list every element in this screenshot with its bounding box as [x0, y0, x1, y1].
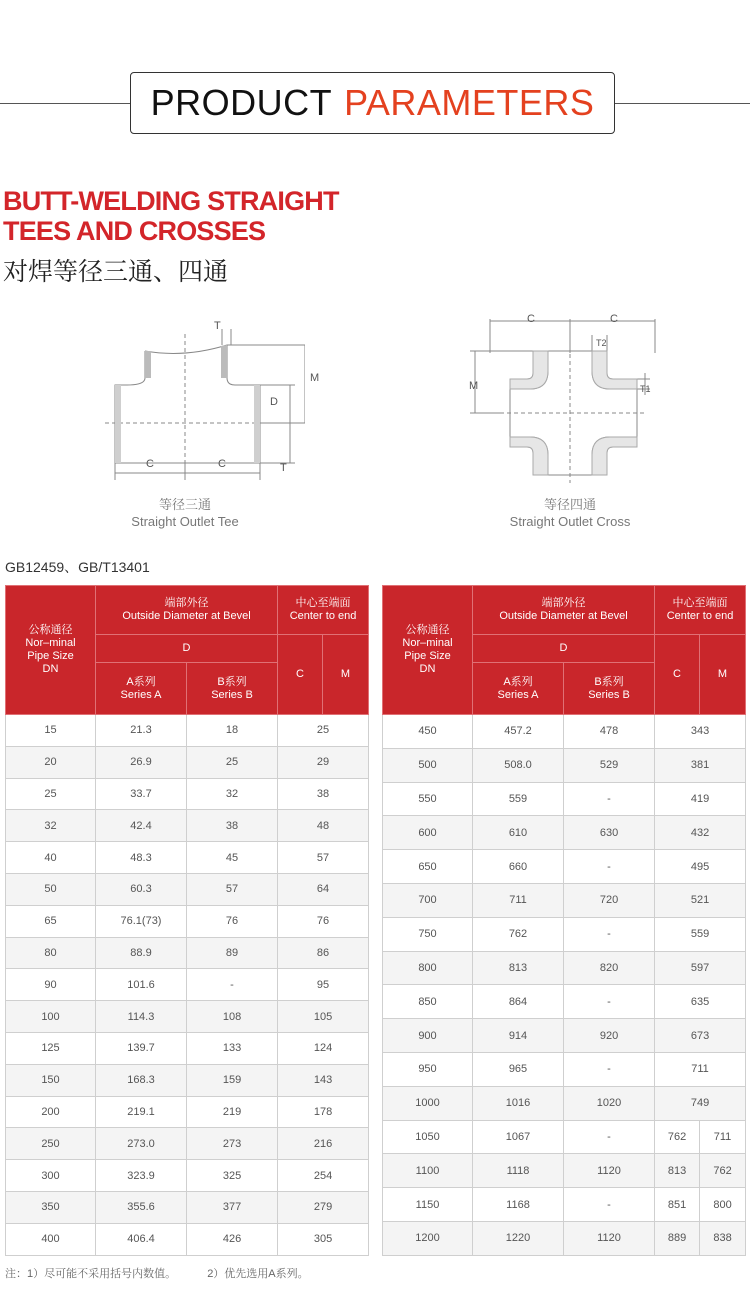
table-cell: 450 [383, 715, 473, 749]
table-cell: 60.3 [96, 873, 187, 905]
table-cell: 838 [700, 1221, 746, 1255]
header-dn-en2: Pipe Size [404, 650, 451, 662]
header-c: C [278, 635, 323, 715]
table-cell: 377 [187, 1191, 278, 1223]
header-od-cn: 端部外径 [541, 597, 586, 609]
table-cell: 108 [187, 1001, 278, 1033]
header-m: M [700, 635, 746, 715]
table-cell: 305 [278, 1223, 369, 1255]
table-cell: 343 [655, 715, 746, 749]
table-cell: 323.9 [96, 1160, 187, 1192]
table-cell: 273 [187, 1128, 278, 1160]
table-cell: - [564, 1188, 655, 1222]
product-heading-line2: TEES AND CROSSES [3, 216, 266, 246]
header-d: D [473, 635, 655, 663]
table-row [383, 850, 746, 884]
header-a-en: Series A [497, 688, 539, 701]
table-row [6, 1223, 369, 1255]
table-cell: - [564, 917, 655, 951]
tee-label-t-top: T [214, 320, 221, 332]
table-row [6, 746, 369, 778]
table-cell: 32 [187, 778, 278, 810]
table-cell: 1120 [564, 1154, 655, 1188]
table-cell: 813 [655, 1154, 700, 1188]
table-cell: 610 [473, 816, 564, 850]
header-b-cn: B系列 [217, 675, 247, 688]
table-cell: 820 [564, 951, 655, 985]
table-cell: 168.3 [96, 1064, 187, 1096]
header-dn-en1: Nor–minal [25, 637, 76, 649]
header-dn [6, 586, 96, 715]
banner-rule-right [613, 103, 750, 104]
table-cell: 635 [655, 985, 746, 1019]
table-cell: 1200 [383, 1221, 473, 1255]
header-dn-en3: DN [42, 663, 59, 675]
cross-caption-cn: 等径四通 [543, 497, 596, 512]
table-row [383, 883, 746, 917]
table-cell: - [564, 1052, 655, 1086]
header-series-a [473, 663, 564, 715]
tee-label-t-side: T [280, 462, 287, 474]
table-cell: 920 [564, 1019, 655, 1053]
table-row [383, 1154, 746, 1188]
table-cell: 279 [278, 1191, 369, 1223]
table-row [383, 816, 746, 850]
table-cell: 139.7 [96, 1032, 187, 1064]
table-cell: 762 [700, 1154, 746, 1188]
table-cell: 80 [6, 937, 96, 969]
header-ce-cn: 中心至端面 [672, 597, 728, 609]
table-cell: 965 [473, 1052, 564, 1086]
table-cell: 381 [655, 748, 746, 782]
table-cell: 1220 [473, 1221, 564, 1255]
table-row [6, 715, 369, 747]
cross-label-c-left: C [527, 313, 535, 325]
table-cell: 1150 [383, 1188, 473, 1222]
table-cell: 57 [278, 842, 369, 874]
header-b-en: Series B [211, 688, 253, 701]
footnote [5, 1265, 337, 1281]
table-cell: 559 [473, 782, 564, 816]
table-cell: 86 [278, 937, 369, 969]
table-cell: 124 [278, 1032, 369, 1064]
table-cell: 660 [473, 850, 564, 884]
table-cell: 65 [6, 905, 96, 937]
table-cell: 76.1(73) [96, 905, 187, 937]
table-cell: 1016 [473, 1086, 564, 1120]
table-row [383, 951, 746, 985]
table-cell: 478 [564, 715, 655, 749]
table-cell: 559 [655, 917, 746, 951]
header-ce-en: Center to end [666, 610, 734, 622]
cross-caption [490, 496, 650, 530]
footnote-1: 注：1）尽可能不采用括号内数值。 [5, 1268, 177, 1280]
table-cell: 1168 [473, 1188, 564, 1222]
table-cell: 273.0 [96, 1128, 187, 1160]
header-ce-cn: 中心至端面 [295, 597, 351, 609]
table-row [6, 842, 369, 874]
cross-label-t2: T2 [596, 338, 607, 348]
cross-label-t1: T1 [640, 384, 651, 394]
table-cell: 76 [278, 905, 369, 937]
table-row [383, 917, 746, 951]
table-cell: 1100 [383, 1154, 473, 1188]
table-row [6, 1128, 369, 1160]
tee-caption-cn: 等径三通 [158, 497, 211, 512]
table-row [383, 1052, 746, 1086]
table-cell: 26.9 [96, 746, 187, 778]
product-heading [3, 186, 339, 246]
header-od-en: Outside Diameter at Bevel [499, 610, 628, 622]
table-cell: 18 [187, 715, 278, 747]
table-cell: 95 [278, 969, 369, 1001]
tee-label-c-right: C [218, 458, 226, 470]
header-dn [383, 586, 473, 715]
table-cell: 48.3 [96, 842, 187, 874]
header-m: M [323, 635, 369, 715]
table-cell: 250 [6, 1128, 96, 1160]
table-row [383, 748, 746, 782]
table-row [383, 782, 746, 816]
table-cell: 700 [383, 883, 473, 917]
tee-label-c-left: C [146, 458, 154, 470]
table-cell: 25 [187, 746, 278, 778]
table-cell: 350 [6, 1191, 96, 1223]
header-series-a [96, 663, 187, 715]
table-row [383, 1221, 746, 1255]
tee-diagram [105, 318, 305, 498]
table-row [6, 778, 369, 810]
table-row [6, 873, 369, 905]
table-cell: 597 [655, 951, 746, 985]
cross-caption-en: Straight Outlet Cross [509, 514, 631, 529]
table-cell: 495 [655, 850, 746, 884]
table-cell: 1050 [383, 1120, 473, 1154]
table-cell: 254 [278, 1160, 369, 1192]
header-outside-diameter [96, 586, 278, 635]
header-a-cn: A系列 [126, 675, 156, 688]
footnote-2: 2）优先选用A系列。 [207, 1268, 309, 1280]
table-row [383, 1086, 746, 1120]
header-a-cn: A系列 [503, 675, 533, 688]
table-cell: 889 [655, 1221, 700, 1255]
table-cell: 88.9 [96, 937, 187, 969]
table-cell: 500 [383, 748, 473, 782]
table-cell: 50 [6, 873, 96, 905]
table-cell: 150 [6, 1064, 96, 1096]
table-cell: - [187, 969, 278, 1001]
table-cell: 432 [655, 816, 746, 850]
table-cell: 900 [383, 1019, 473, 1053]
table-cell: 20 [6, 746, 96, 778]
header-b-en: Series B [588, 688, 630, 701]
table-cell: 1118 [473, 1154, 564, 1188]
table-cell: 950 [383, 1052, 473, 1086]
table-cell: 521 [655, 883, 746, 917]
table-cell: 33.7 [96, 778, 187, 810]
table-cell: - [564, 782, 655, 816]
table-cell: 100 [6, 1001, 96, 1033]
header-od-cn: 端部外径 [164, 597, 209, 609]
header-series-b [564, 663, 655, 715]
table-cell: 419 [655, 782, 746, 816]
table-cell: 29 [278, 746, 369, 778]
table-row [6, 905, 369, 937]
table-row [6, 1096, 369, 1128]
table-cell: 426 [187, 1223, 278, 1255]
table-row [383, 985, 746, 1019]
header-dn-en3: DN [419, 663, 436, 675]
table-cell: 64 [278, 873, 369, 905]
table-cell: 114.3 [96, 1001, 187, 1033]
table-cell: 508.0 [473, 748, 564, 782]
tee-caption-en: Straight Outlet Tee [131, 514, 239, 529]
header-c: C [655, 635, 700, 715]
table-cell: 38 [187, 810, 278, 842]
header-ce-en: Center to end [289, 610, 357, 622]
table-cell: 406.4 [96, 1223, 187, 1255]
table-cell: 750 [383, 917, 473, 951]
table-cell: 650 [383, 850, 473, 884]
product-heading-line1: BUTT-WELDING STRAIGHT [3, 186, 339, 216]
table-cell: 300 [6, 1160, 96, 1192]
table-cell: 914 [473, 1019, 564, 1053]
table-cell: 125 [6, 1032, 96, 1064]
table-cell: 90 [6, 969, 96, 1001]
parameters-table-right [382, 585, 746, 1256]
table-cell: 673 [655, 1019, 746, 1053]
table-cell: 630 [564, 816, 655, 850]
table-cell: 813 [473, 951, 564, 985]
tee-caption [105, 496, 265, 530]
banner-title-dark: PRODUCT [150, 82, 333, 123]
table-cell: - [564, 985, 655, 1019]
table-cell: 762 [473, 917, 564, 951]
banner-title-accent: PARAMETERS [344, 82, 595, 123]
table-row [6, 1064, 369, 1096]
header-dn-cn: 公称通径 [28, 624, 73, 636]
table-cell: 762 [655, 1120, 700, 1154]
table-cell: 529 [564, 748, 655, 782]
table-cell: 711 [473, 883, 564, 917]
table-cell: 749 [655, 1086, 746, 1120]
table-cell: 45 [187, 842, 278, 874]
table-cell: 48 [278, 810, 369, 842]
table-cell: 40 [6, 842, 96, 874]
header-center-to-end [655, 586, 746, 635]
table-cell: 200 [6, 1096, 96, 1128]
table-row [6, 810, 369, 842]
table-cell: 105 [278, 1001, 369, 1033]
standard-reference: GB12459、GB/T13401 [5, 559, 150, 575]
table-cell: 864 [473, 985, 564, 1019]
table-cell: 21.3 [96, 715, 187, 747]
table-row [383, 1188, 746, 1222]
table-cell: 800 [700, 1188, 746, 1222]
table-cell: 25 [278, 715, 369, 747]
header-od-en: Outside Diameter at Bevel [122, 610, 251, 622]
table-row [6, 937, 369, 969]
cross-diagram [465, 313, 665, 493]
header-b-cn: B系列 [594, 675, 624, 688]
table-cell: 600 [383, 816, 473, 850]
table-cell: 711 [700, 1120, 746, 1154]
table-cell: 219.1 [96, 1096, 187, 1128]
table-cell: - [564, 850, 655, 884]
table-cell: 159 [187, 1064, 278, 1096]
table-cell: 219 [187, 1096, 278, 1128]
table-cell: 800 [383, 951, 473, 985]
cross-label-c-right: C [610, 313, 618, 325]
product-heading-cn: 对焊等径三通、四通 [3, 258, 229, 286]
table-cell: 1000 [383, 1086, 473, 1120]
table-cell: 133 [187, 1032, 278, 1064]
table-cell: 76 [187, 905, 278, 937]
header-outside-diameter [473, 586, 655, 635]
table-cell: 457.2 [473, 715, 564, 749]
table-row [383, 1019, 746, 1053]
table-cell: 400 [6, 1223, 96, 1255]
parameters-table-left [5, 585, 369, 1256]
table-row [6, 1191, 369, 1223]
table-cell: 42.4 [96, 810, 187, 842]
table-row [6, 1032, 369, 1064]
table-cell: 38 [278, 778, 369, 810]
table-cell: 1120 [564, 1221, 655, 1255]
table-cell: 325 [187, 1160, 278, 1192]
table-cell: - [564, 1120, 655, 1154]
header-a-en: Series A [120, 688, 162, 701]
cross-label-m: M [469, 380, 479, 392]
table-cell: 143 [278, 1064, 369, 1096]
table-cell: 850 [383, 985, 473, 1019]
header-center-to-end [278, 586, 369, 635]
table-row [6, 1001, 369, 1033]
table-cell: 32 [6, 810, 96, 842]
table-cell: 15 [6, 715, 96, 747]
table-cell: 57 [187, 873, 278, 905]
table-row [383, 1120, 746, 1154]
table-cell: 89 [187, 937, 278, 969]
tee-label-m: M [310, 372, 320, 384]
header-dn-en2: Pipe Size [27, 650, 74, 662]
table-cell: 711 [655, 1052, 746, 1086]
header-dn-en1: Nor–minal [402, 637, 453, 649]
banner-rule-left [0, 103, 131, 104]
table-row [383, 715, 746, 749]
table-cell: 851 [655, 1188, 700, 1222]
header-d: D [96, 635, 278, 663]
table-row [6, 969, 369, 1001]
table-cell: 720 [564, 883, 655, 917]
header-dn-cn: 公称通径 [405, 624, 450, 636]
banner-title [130, 72, 615, 134]
table-cell: 216 [278, 1128, 369, 1160]
table-cell: 25 [6, 778, 96, 810]
table-cell: 178 [278, 1096, 369, 1128]
table-cell: 550 [383, 782, 473, 816]
tee-label-d: D [270, 396, 278, 408]
table-cell: 101.6 [96, 969, 187, 1001]
table-cell: 1020 [564, 1086, 655, 1120]
table-cell: 1067 [473, 1120, 564, 1154]
header-series-b [187, 663, 278, 715]
table-row [6, 1160, 369, 1192]
table-cell: 355.6 [96, 1191, 187, 1223]
